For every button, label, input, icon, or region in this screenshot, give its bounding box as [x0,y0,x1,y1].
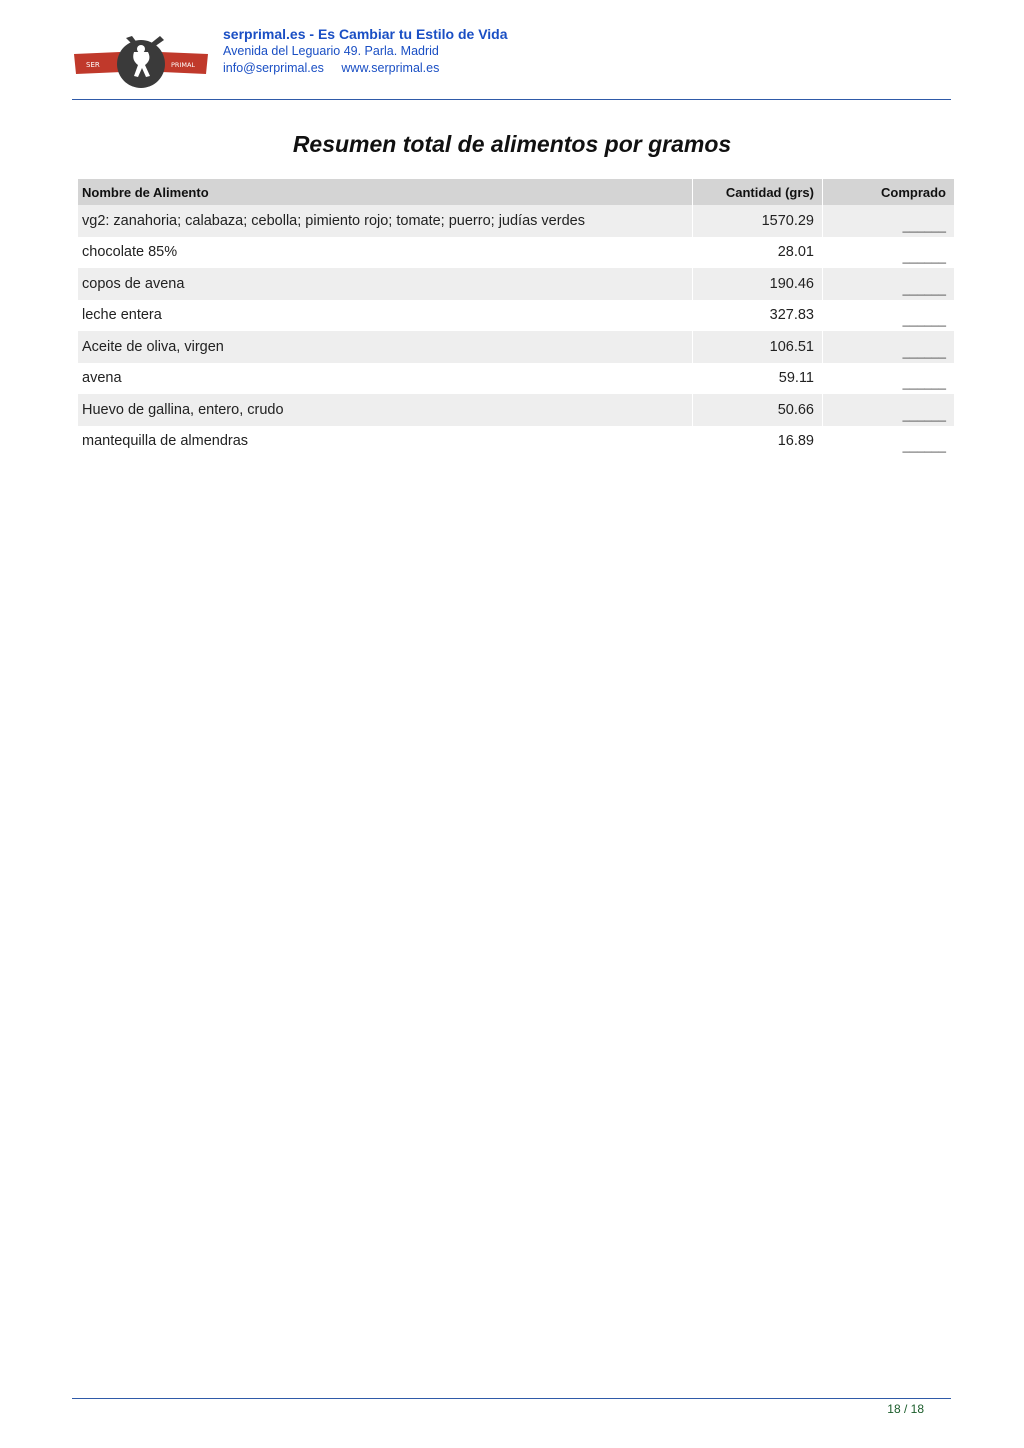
table-row [78,394,954,426]
table-row [78,300,954,332]
table-row [78,237,954,269]
food-quantity: 327.83 [693,300,823,332]
email-link[interactable]: info@serprimal.es [223,61,324,75]
bought-blank: ______ [823,268,955,300]
food-quantity: 50.66 [693,394,823,426]
food-name: chocolate 85% [78,237,693,269]
bought-blank: ______ [902,312,946,327]
site-address: Avenida del Leguario 49. Parla. Madrid [223,44,439,58]
food-name: copos de avena [78,268,693,300]
logo-right-text: PRIMAL [171,61,196,69]
food-name: leche entera [78,300,693,332]
food-quantity: 28.01 [693,237,823,269]
table-row [78,205,954,237]
document-title: Resumen total de alimentos por gramos [292,131,732,157]
column-header-name: Nombre de Alimento [78,179,693,205]
food-name: Aceite de oliva, virgen [78,331,693,363]
page-header [72,24,951,100]
table-row [78,426,954,458]
page-number: 18 / 18 [887,1402,924,1416]
food-name: vg2: zanahoria; calabaza; cebolla; pimiento rojo; tomate; puerro; judías verdes [78,205,693,237]
bought-blank: ______ [902,375,946,390]
header-divider [72,99,951,100]
logo-left-text: SER [86,61,100,69]
food-name: avena [78,363,693,395]
table-row [78,331,954,363]
column-header-bought: Comprado [823,179,955,205]
food-quantity: 1570.29 [693,205,823,237]
table-row [78,268,954,300]
site-info [223,26,508,77]
website-link[interactable]: www.serprimal.es [341,61,440,75]
site-contact [223,60,508,77]
food-name: Huevo de gallina, entero, crudo [78,394,693,426]
food-quantity: 106.51 [693,331,823,363]
footer-divider [72,1398,951,1399]
table-row [78,363,954,395]
food-summary-table [78,179,954,457]
food-quantity: 190.46 [693,268,823,300]
food-quantity: 59.11 [693,363,823,395]
bought-blank: ______ [823,394,955,426]
food-name: mantequilla de almendras [78,426,693,458]
bought-blank: ______ [902,438,946,453]
table-header-row [78,179,954,205]
bought-blank: ______ [902,249,946,264]
column-header-quantity: Cantidad (grs) [693,179,823,205]
bought-blank: ______ [823,331,955,363]
food-quantity: 16.89 [693,426,823,458]
serprimal-logo [72,32,210,90]
site-title[interactable]: serprimal.es - Es Cambiar tu Estilo de Vida [223,26,508,42]
bought-blank: ______ [823,205,955,237]
